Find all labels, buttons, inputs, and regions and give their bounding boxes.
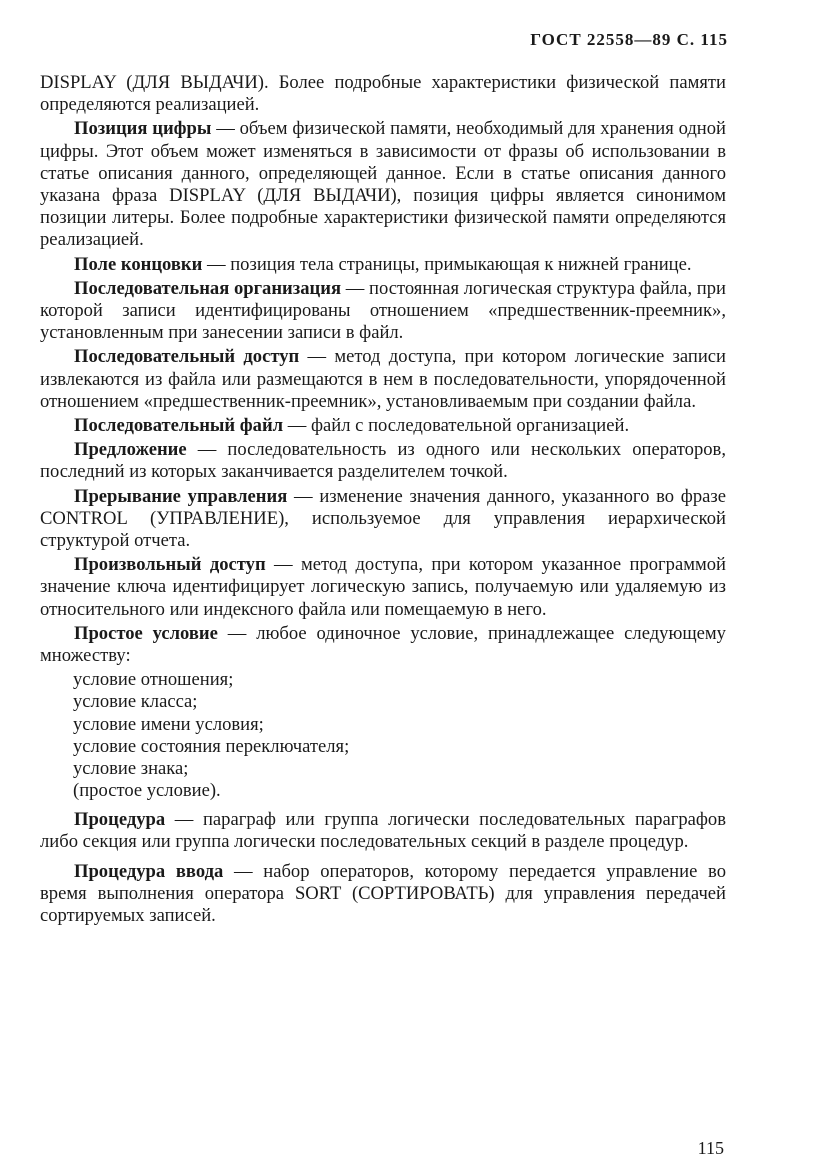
term: Прерывание управления <box>74 485 288 507</box>
definition: — объем физической памяти, необходимый для хранения одной цифры. Этот объем может изменяться в зависимости от фразы об использовании в статье описания данного, определяющей данное. Если в статье описания данного указана фраза DISPLAY (ДЛЯ ВЫДАЧИ), позиция цифры является синонимом позиции литеры. Более подробные характеристики физической памяти определяются реализацией. <box>40 118 726 251</box>
term: Предложение <box>74 439 187 461</box>
term: Процедура ввода <box>74 860 224 882</box>
term: Последовательный доступ <box>74 346 300 368</box>
list-item: (простое условие). <box>73 780 221 802</box>
condition-list <box>40 669 726 802</box>
definition-paragraph <box>40 118 726 251</box>
list-item: условие состояния переключателя; <box>73 735 350 757</box>
term: Поле концовки <box>74 253 203 275</box>
definition-paragraph <box>40 623 726 667</box>
definition: — метод доступа, при котором логические записи извлекаются из файла или размещаются в нем в последовательности, упорядоченной отношением «предшественник-преемник», установливаемым при создании файла. <box>40 346 726 412</box>
definition-paragraph <box>40 554 726 621</box>
definition-paragraph <box>40 439 726 483</box>
definition: — метод доступа, при котором указанное программой значение ключа идентифицирует логическую запись, получаемую или удаляемую из относительного или индексного файла или помещаемую в него. <box>40 554 726 620</box>
definition: — параграф или группа логически последовательных параграфов либо секция или группа логически последовательных секций в разделе процедур. <box>40 808 726 852</box>
term: Произвольный доступ <box>74 554 266 576</box>
definition: — постоянная логическая структура файла, при которой записи идентифицированы отношением «предшественник-преемник», установленным при занесении записи в файл. <box>40 277 726 344</box>
term: Простое условие <box>74 622 218 644</box>
definition: — набор операторов, которому передается управление во время выполнения оператора SORT (СОРТИРОВАТЬ) для управления передачей сортируемых записей. <box>40 860 726 927</box>
term: Позиция цифры <box>74 118 212 140</box>
term: Процедура <box>74 808 166 830</box>
definition-paragraph <box>40 809 726 853</box>
definition: — любое одиночное условие, принадлежащее следующему множеству: <box>40 622 726 667</box>
list-item: условие имени условия; <box>73 713 264 735</box>
definition: — файл с последовательной организацией. <box>283 415 630 437</box>
document-body <box>40 72 726 930</box>
list-item: условие класса; <box>73 691 198 713</box>
term: Последовательный файл <box>74 415 284 437</box>
list-item: условие отношения; <box>73 669 234 691</box>
definition: — позиция тела страницы, примыкающая к нижней границе. <box>202 253 692 275</box>
term: Последовательная организация <box>74 277 342 299</box>
page-header: ГОСТ 22558—89 С. 115 <box>530 30 728 49</box>
definition-paragraph <box>40 861 726 928</box>
definition-paragraph <box>40 346 726 413</box>
page-number: 115 <box>697 1138 724 1158</box>
definition: — последовательность из одного или нескольких операторов, последний из которых заканчивается разделителем точкой. <box>40 439 726 483</box>
definition-paragraph <box>40 254 726 276</box>
definition-paragraph <box>40 486 726 553</box>
intro-paragraph: DISPLAY (ДЛЯ ВЫДАЧИ). Более подробные характеристики физической памяти определяются реализацией. <box>40 72 726 116</box>
list-item: условие знака; <box>73 758 189 780</box>
definition-paragraph <box>40 278 726 345</box>
definition-paragraph <box>40 415 726 437</box>
definition: — изменение значения данного, указанного во фразе CONTROL (УПРАВЛЕНИЕ), используемое для управления иерархической структурой отчета. <box>40 485 726 552</box>
